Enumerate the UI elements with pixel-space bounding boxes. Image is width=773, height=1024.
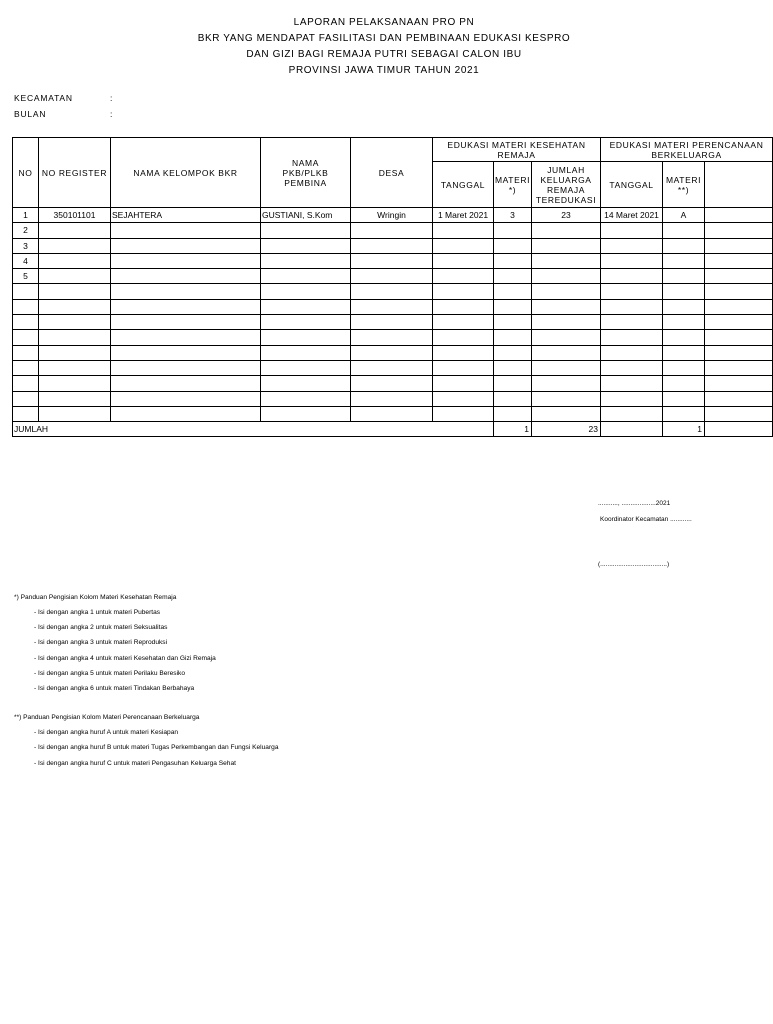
table-row <box>13 223 773 238</box>
row-materi-2 <box>663 376 705 391</box>
row-tanggal-1 <box>433 269 494 284</box>
table-row <box>13 299 773 314</box>
row-desa <box>351 253 433 268</box>
row-jumlah-keluarga <box>532 315 601 330</box>
total-materi-1: 1 <box>494 422 532 437</box>
total-materi-2: 1 <box>663 422 705 437</box>
table-body <box>13 208 773 422</box>
row-jumlah-keluarga <box>532 406 601 421</box>
header-tanggal-1: TANGGAL <box>433 162 494 208</box>
table-row <box>13 345 773 360</box>
row-no <box>13 299 39 314</box>
row-tanggal-2 <box>601 299 663 314</box>
row-tanggal-2 <box>601 315 663 330</box>
row-materi-2 <box>663 391 705 406</box>
row-materi-1 <box>494 284 532 299</box>
row-materi-2 <box>663 253 705 268</box>
row-desa <box>351 223 433 238</box>
row-extra <box>705 330 773 345</box>
row-register <box>39 284 111 299</box>
table-row <box>13 406 773 421</box>
row-materi-2: A <box>663 208 705 223</box>
report-table-wrapper <box>12 137 764 437</box>
row-materi-2 <box>663 284 705 299</box>
signature-name: (.....................................) <box>598 561 670 568</box>
row-nama-pkb <box>261 299 351 314</box>
notes-kesehatan-item: - Isi dengan angka 5 untuk materi Perilaku Beresiko <box>34 669 186 677</box>
row-register: 350101101 <box>39 208 111 223</box>
row-nama-pkb <box>261 406 351 421</box>
row-tanggal-2: 14 Maret 2021 <box>601 208 663 223</box>
row-materi-2 <box>663 360 705 375</box>
report-table <box>12 137 773 437</box>
header-no: NO <box>13 138 39 208</box>
row-jumlah-keluarga <box>532 269 601 284</box>
row-tanggal-2 <box>601 238 663 253</box>
row-nama-pkb <box>261 376 351 391</box>
row-tanggal-2 <box>601 284 663 299</box>
row-register <box>39 391 111 406</box>
row-tanggal-1 <box>433 406 494 421</box>
row-nama-kelompok <box>111 299 261 314</box>
row-extra <box>705 345 773 360</box>
row-desa <box>351 269 433 284</box>
row-tanggal-2 <box>601 360 663 375</box>
bulan-label: BULAN <box>14 109 47 119</box>
bulan-field <box>14 109 113 119</box>
row-tanggal-2 <box>601 345 663 360</box>
row-register <box>39 223 111 238</box>
row-tanggal-1 <box>433 376 494 391</box>
total-row <box>13 422 773 437</box>
report-title <box>0 15 768 79</box>
row-desa <box>351 315 433 330</box>
row-materi-2 <box>663 299 705 314</box>
row-desa <box>351 360 433 375</box>
row-materi-2 <box>663 223 705 238</box>
row-extra <box>705 406 773 421</box>
row-register <box>39 299 111 314</box>
row-nama-kelompok <box>111 238 261 253</box>
row-desa <box>351 284 433 299</box>
row-desa <box>351 345 433 360</box>
row-nama-pkb <box>261 223 351 238</box>
notes-keluarga-item: - Isi dengan angka huruf A untuk materi Kesiapan <box>34 729 179 737</box>
notes-keluarga-title: **) Panduan Pengisian Kolom Materi Perencanaan Berkeluarga <box>14 714 200 722</box>
row-register <box>39 376 111 391</box>
row-tanggal-1 <box>433 345 494 360</box>
row-jumlah-keluarga <box>532 253 601 268</box>
row-nama-pkb <box>261 360 351 375</box>
signature-title: Koordinator Kecamatan ............ <box>600 516 692 523</box>
row-extra <box>705 376 773 391</box>
title-line-4: PROVINSI JAWA TIMUR TAHUN 2021 <box>288 65 480 76</box>
row-no <box>13 330 39 345</box>
kecamatan-sep: : <box>110 93 114 103</box>
table-row <box>13 284 773 299</box>
header-nama-kelompok: NAMA KELOMPOK BKR <box>111 138 261 208</box>
table-row <box>13 208 773 223</box>
row-jumlah-keluarga <box>532 299 601 314</box>
row-nama-kelompok <box>111 315 261 330</box>
row-materi-1 <box>494 391 532 406</box>
row-jumlah-keluarga <box>532 330 601 345</box>
row-tanggal-1 <box>433 330 494 345</box>
row-tanggal-2 <box>601 253 663 268</box>
row-tanggal-2 <box>601 376 663 391</box>
row-nama-kelompok <box>111 360 261 375</box>
row-materi-2 <box>663 406 705 421</box>
notes-kesehatan-item: - Isi dengan angka 3 untuk materi Reproduksi <box>34 639 168 647</box>
table-row <box>13 253 773 268</box>
row-extra <box>705 269 773 284</box>
table-row <box>13 315 773 330</box>
row-materi-2 <box>663 269 705 284</box>
row-register <box>39 315 111 330</box>
table-row <box>13 238 773 253</box>
header-nama-pkb: NAMA PKB/PLKB PEMBINA <box>261 138 351 208</box>
notes-keluarga-list <box>14 725 279 771</box>
row-nama-pkb <box>261 269 351 284</box>
row-nama-kelompok: SEJAHTERA <box>111 208 261 223</box>
row-no <box>13 376 39 391</box>
row-desa: Wringin <box>351 208 433 223</box>
header-extra <box>705 162 773 208</box>
title-line-1: LAPORAN PELAKSANAAN PRO PN <box>293 17 475 28</box>
row-extra <box>705 391 773 406</box>
row-nama-kelompok <box>111 330 261 345</box>
row-materi-1 <box>494 299 532 314</box>
header-group-kesehatan: EDUKASI MATERI KESEHATAN REMAJA <box>433 138 601 162</box>
total-jumlah-keluarga: 23 <box>532 422 601 437</box>
kecamatan-label: KECAMATAN <box>14 93 73 103</box>
row-extra <box>705 238 773 253</box>
row-materi-1 <box>494 238 532 253</box>
notes-kesehatan-title: *) Panduan Pengisian Kolom Materi Kesehatan Remaja <box>14 594 177 601</box>
row-no <box>13 360 39 375</box>
row-tanggal-1 <box>433 315 494 330</box>
row-no <box>13 406 39 421</box>
row-extra <box>705 284 773 299</box>
row-materi-1 <box>494 406 532 421</box>
row-jumlah-keluarga <box>532 391 601 406</box>
total-tanggal-2 <box>601 422 663 437</box>
row-register <box>39 269 111 284</box>
row-nama-kelompok <box>111 223 261 238</box>
row-nama-kelompok <box>111 269 261 284</box>
notes-keluarga-item: - Isi dengan angka huruf B untuk materi Tugas Perkembangan dan Fungsi Keluarga <box>34 744 279 752</box>
row-materi-1 <box>494 345 532 360</box>
row-tanggal-1: 1 Maret 2021 <box>433 208 494 223</box>
notes-section <box>14 590 279 771</box>
row-nama-pkb <box>261 238 351 253</box>
row-tanggal-2 <box>601 391 663 406</box>
total-extra <box>705 422 773 437</box>
row-extra <box>705 299 773 314</box>
row-jumlah-keluarga <box>532 360 601 375</box>
notes-kesehatan-list <box>14 605 279 696</box>
row-nama-kelompok <box>111 376 261 391</box>
row-nama-pkb <box>261 284 351 299</box>
row-register <box>39 238 111 253</box>
row-desa <box>351 376 433 391</box>
header-no-register: NO REGISTER <box>39 138 111 208</box>
row-extra <box>705 208 773 223</box>
header-materi-2: MATERI **) <box>663 162 705 208</box>
row-tanggal-2 <box>601 269 663 284</box>
notes-kesehatan-item: - Isi dengan angka 6 untuk materi Tindakan Berbahaya <box>34 684 195 692</box>
row-materi-1 <box>494 330 532 345</box>
row-desa <box>351 391 433 406</box>
row-jumlah-keluarga <box>532 284 601 299</box>
row-extra <box>705 253 773 268</box>
row-no <box>13 315 39 330</box>
row-tanggal-1 <box>433 299 494 314</box>
row-no <box>13 391 39 406</box>
header-materi-1: MATERI *) <box>494 162 532 208</box>
row-desa <box>351 330 433 345</box>
title-line-2: BKR YANG MENDAPAT FASILITASI DAN PEMBINAAN EDUKASI KESPRO <box>197 33 571 44</box>
row-materi-2 <box>663 345 705 360</box>
row-nama-kelompok <box>111 391 261 406</box>
table-row <box>13 269 773 284</box>
row-nama-kelompok <box>111 253 261 268</box>
bulan-sep: : <box>110 109 114 119</box>
header-desa: DESA <box>351 138 433 208</box>
notes-kesehatan-item: - Isi dengan angka 4 untuk materi Kesehatan dan Gizi Remaja <box>34 654 216 662</box>
row-no <box>13 284 39 299</box>
row-no: 4 <box>13 253 39 268</box>
table-row <box>13 330 773 345</box>
row-nama-kelompok <box>111 345 261 360</box>
table-row <box>13 360 773 375</box>
header-jumlah-keluarga: JUMLAH KELUARGA REMAJA TEREDUKASI <box>532 162 601 208</box>
row-materi-2 <box>663 330 705 345</box>
row-tanggal-1 <box>433 391 494 406</box>
row-materi-1 <box>494 315 532 330</box>
row-no <box>13 345 39 360</box>
row-tanggal-1 <box>433 253 494 268</box>
row-register <box>39 330 111 345</box>
row-nama-pkb <box>261 345 351 360</box>
notes-kesehatan-item: - Isi dengan angka 1 untuk materi Pubertas <box>34 609 161 616</box>
row-tanggal-2 <box>601 406 663 421</box>
row-no: 5 <box>13 269 39 284</box>
row-desa <box>351 238 433 253</box>
signature-date: ..........., ...................2021 <box>598 500 671 507</box>
row-materi-1 <box>494 223 532 238</box>
row-no: 1 <box>13 208 39 223</box>
row-nama-pkb <box>261 330 351 345</box>
row-register <box>39 406 111 421</box>
row-register <box>39 253 111 268</box>
row-materi-1: 3 <box>494 208 532 223</box>
row-tanggal-1 <box>433 360 494 375</box>
row-jumlah-keluarga: 23 <box>532 208 601 223</box>
row-jumlah-keluarga <box>532 238 601 253</box>
row-tanggal-2 <box>601 223 663 238</box>
row-nama-pkb: GUSTIANI, S.Kom <box>261 208 351 223</box>
row-no: 3 <box>13 238 39 253</box>
notes-kesehatan-item: - Isi dengan angka 2 untuk materi Seksualitas <box>34 624 168 632</box>
row-nama-pkb <box>261 315 351 330</box>
row-materi-1 <box>494 269 532 284</box>
row-materi-2 <box>663 238 705 253</box>
row-nama-pkb <box>261 253 351 268</box>
row-extra <box>705 315 773 330</box>
row-tanggal-1 <box>433 284 494 299</box>
row-no: 2 <box>13 223 39 238</box>
row-register <box>39 345 111 360</box>
row-jumlah-keluarga <box>532 376 601 391</box>
header-tanggal-2: TANGGAL <box>601 162 663 208</box>
row-desa <box>351 299 433 314</box>
title-line-3: DAN GIZI BAGI REMAJA PUTRI SEBAGAI CALON IBU <box>246 49 522 60</box>
row-materi-1 <box>494 253 532 268</box>
row-materi-1 <box>494 360 532 375</box>
table-row <box>13 391 773 406</box>
row-materi-2 <box>663 315 705 330</box>
row-extra <box>705 360 773 375</box>
row-nama-kelompok <box>111 406 261 421</box>
notes-keluarga-item: - Isi dengan angka huruf C untuk materi Pengasuhan Keluarga Sehat <box>34 759 236 767</box>
row-nama-kelompok <box>111 284 261 299</box>
row-jumlah-keluarga <box>532 223 601 238</box>
row-register <box>39 360 111 375</box>
row-materi-1 <box>494 376 532 391</box>
row-desa <box>351 406 433 421</box>
row-extra <box>705 223 773 238</box>
total-label: JUMLAH <box>13 422 494 437</box>
row-nama-pkb <box>261 391 351 406</box>
header-group-berkeluarga: EDUKASI MATERI PERENCANAAN BERKELUARGA <box>601 138 773 162</box>
row-tanggal-2 <box>601 330 663 345</box>
table-row <box>13 376 773 391</box>
row-jumlah-keluarga <box>532 345 601 360</box>
row-tanggal-1 <box>433 238 494 253</box>
row-tanggal-1 <box>433 223 494 238</box>
kecamatan-field <box>14 93 113 103</box>
